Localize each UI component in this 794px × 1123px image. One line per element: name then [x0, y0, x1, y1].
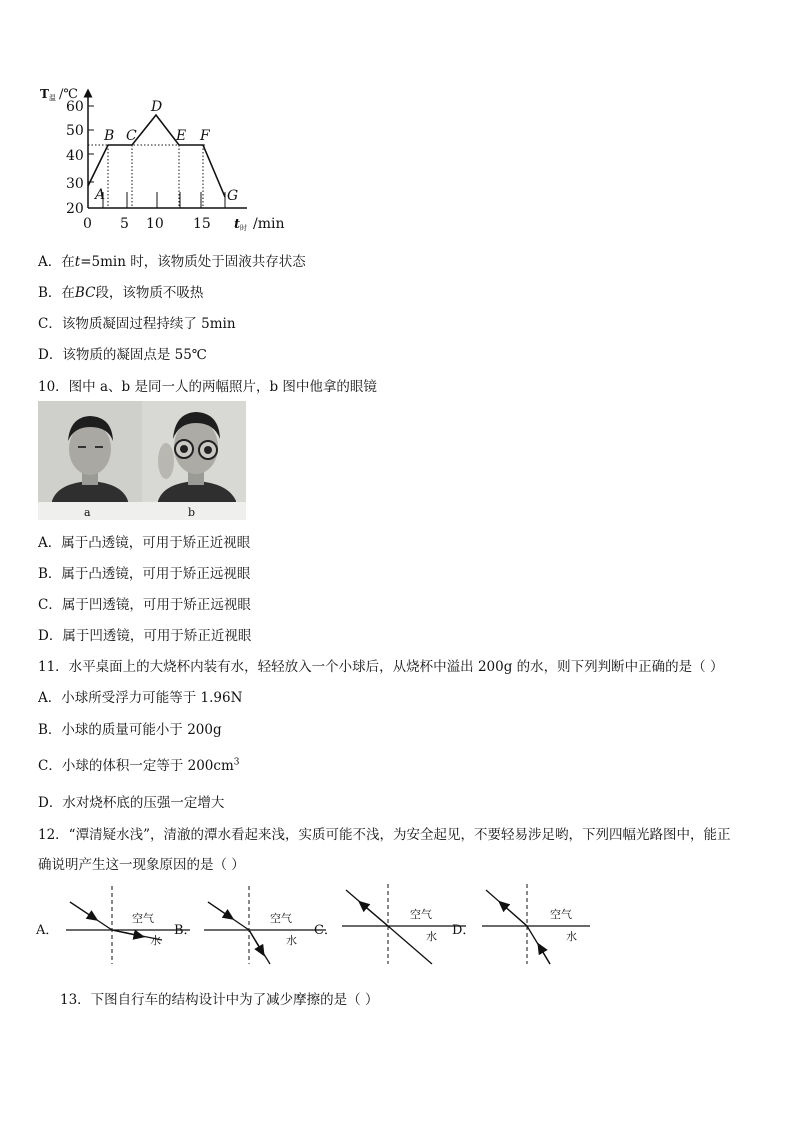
photo-a-label: a: [84, 506, 91, 519]
diagram-c-air-label: 空气: [410, 908, 432, 921]
y-axis-label-unit: /℃: [59, 87, 78, 102]
y-tick-60: 60: [66, 99, 84, 115]
q12-stem-line1: 12．“潭清疑水浅”，清澈的潭水看起来浅，实质可能不浅，为安全起见，不要轻易涉足哟，下列四幅光路图中，能正: [38, 827, 731, 843]
temperature-time-graph: [35, 82, 295, 237]
diagram-c-letter: C．: [314, 923, 337, 938]
diagram-d-letter: D．: [452, 923, 476, 938]
q10-option-d[interactable]: D．属于凹透镜，可用于矫正近视眼: [38, 628, 252, 644]
q11-option-a[interactable]: A．小球所受浮力可能等于 1.96N: [38, 690, 243, 706]
point-label-c: C: [126, 128, 137, 144]
q9-option-a[interactable]: A．在t=5min 时，该物质处于固液共存状态: [38, 254, 306, 270]
diagram-a-air-label: 空气: [132, 912, 154, 925]
y-tick-20: 20: [66, 201, 84, 217]
x-tick-0: 0: [83, 216, 92, 232]
diagram-d-air-label: 空气: [550, 908, 572, 921]
point-label-g: G: [227, 188, 239, 204]
light-path-diagrams: [30, 880, 590, 972]
y-tick-40: 40: [66, 148, 84, 164]
q10-option-b[interactable]: B．属于凸透镜，可用于矫正远视眼: [38, 566, 251, 582]
diagram-b-letter: B．: [174, 923, 197, 938]
q9-option-c[interactable]: C．该物质凝固过程持续了 5min: [38, 316, 236, 332]
q10-option-a[interactable]: A．属于凸透镜，可用于矫正近视眼: [38, 535, 251, 551]
glasses-photo: [38, 401, 246, 520]
y-tick-30: 30: [66, 176, 84, 192]
x-axis-label-sub: 时: [240, 224, 247, 232]
point-label-f: F: [200, 128, 210, 144]
point-label-b: B: [104, 128, 115, 144]
diagram-a-letter: A．: [36, 923, 59, 938]
point-label-d: D: [151, 99, 163, 115]
x-tick-5: 5: [120, 216, 129, 232]
q9-option-d[interactable]: D．该物质的凝固点是 55℃: [38, 347, 207, 363]
diagram-b-water-label: 水: [286, 934, 297, 947]
y-axis-label-sub: 温: [49, 94, 56, 102]
x-tick-15: 15: [193, 216, 211, 232]
q10-stem: 10．图中 a、b 是同一人的两幅照片，b 图中他拿的眼镜: [38, 379, 377, 395]
photo-b-label: b: [188, 506, 196, 519]
q11-option-d[interactable]: D．水对烧杯底的压强一定增大: [38, 795, 225, 811]
x-axis-label-t: t: [234, 217, 241, 232]
x-axis-label-unit: /min: [253, 216, 285, 232]
photo-illustration: [38, 401, 246, 520]
q11-stem: 11．水平桌面上的大烧杯内装有水，轻轻放入一个小球后，从烧杯中溢出 200g 的水，则下列判断中正确的是（ ）: [38, 659, 724, 675]
q11-option-c[interactable]: C．小球的体积一定等于 $200cm^3$: [38, 757, 240, 774]
q9-option-b[interactable]: B．在BC段，该物质不吸热: [38, 285, 204, 301]
q11-option-b[interactable]: B．小球的质量可能小于 200g: [38, 722, 222, 738]
q12-stem-line2: 确说明产生这一现象原因的是（ ）: [38, 857, 245, 873]
y-axis-label-t: T: [40, 87, 49, 101]
q10-option-c[interactable]: C．属于凹透镜，可用于矫正远视眼: [38, 597, 251, 613]
x-tick-10: 10: [146, 216, 164, 232]
superscript-3: 3: [233, 757, 240, 768]
point-label-e: E: [176, 128, 187, 144]
y-tick-50: 50: [66, 123, 84, 139]
point-label-a: A: [95, 187, 106, 203]
diagram-c-water-label: 水: [426, 930, 437, 943]
diagram-d-water-label: 水: [566, 930, 577, 943]
q13-stem: 13．下图自行车的结构设计中为了减少摩擦的是（ ）: [60, 992, 379, 1008]
diagram-a-water-label: 水: [150, 934, 161, 947]
diagram-b-air-label: 空气: [270, 912, 292, 925]
